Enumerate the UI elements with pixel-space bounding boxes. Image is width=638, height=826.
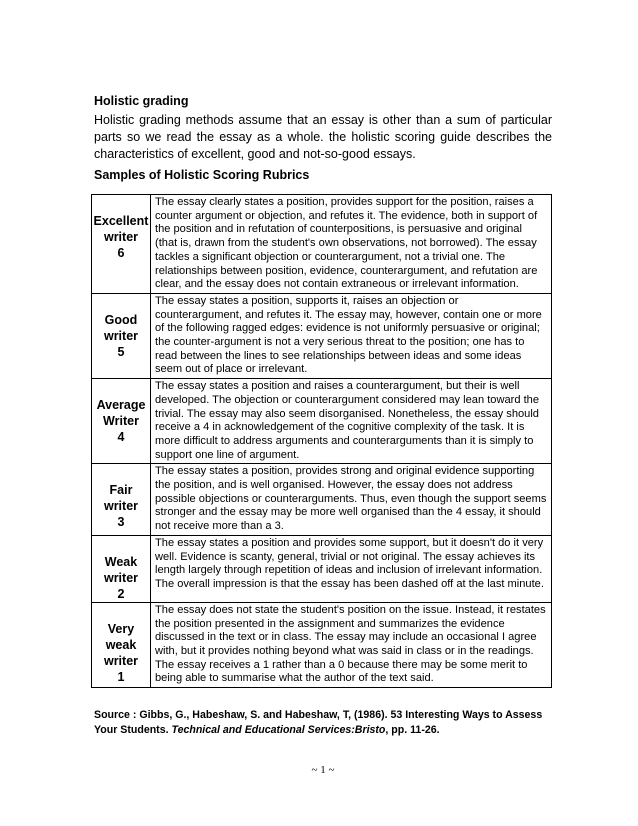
rubric-grade-line: writer xyxy=(103,570,139,585)
rubric-row xyxy=(92,535,552,602)
rubric-grade-line: Very xyxy=(107,621,135,636)
rubric-description: The essay states a position and raises a counterargument, but their is well developed. The objection or counterargument considered may lean toward the trivial. The essay may also seem disorganised. Nonetheless, the essay should receive a 4 in acknowledgement of the cognitive complexity of the task. It is more difficult to address arguments and counterarguments than it is simply to support one line of argument. xyxy=(151,379,552,464)
rubric-grade-line: 4 xyxy=(117,430,125,445)
rubric-table xyxy=(91,194,552,688)
rubric-grade-line: 6 xyxy=(117,246,125,260)
rubric-grade xyxy=(92,602,151,687)
rubric-row xyxy=(92,464,552,536)
rubric-row xyxy=(92,379,552,464)
page-number: ~ 1 ~ xyxy=(311,764,335,776)
rubric-grade xyxy=(92,195,151,294)
rubric-grade-line: writer xyxy=(103,499,139,514)
rubric-grade xyxy=(92,293,151,378)
rubric-grade-line: Writer xyxy=(103,414,139,429)
rubric-row xyxy=(92,195,552,294)
source-citation xyxy=(94,708,552,738)
rubric-grade-line: 2 xyxy=(117,586,125,601)
rubric-description: The essay clearly states a position, provides support for the position, raises a counter argument or objection, and refutes it. The evidence, both in support of the position and in refutation of counterpositions, is persuasive and original (that is, drawn from the student's own observations, not borrowed). The essay tackles a significant objection or counterargument, not a trivial one. The relationships between position, evidence, counterargument, and refutation are clear, and the essay does not contain extraneous or irrelevant information. xyxy=(151,195,552,294)
source-prefix: Source : Gibbs, G., Habeshaw, S. and Habeshaw, T, (1986). 53 Interesting Ways to Assess Your Students. xyxy=(94,709,543,736)
rubric-grade-line: writer xyxy=(103,328,139,343)
rubric-grade xyxy=(92,379,151,464)
rubric-grade-line: Fair xyxy=(109,483,133,498)
rubric-description: The essay does not state the student's position on the issue. Instead, it restates the position presented in the assignment and summarizes the evidence discussed in the text or in class. The essay may include an occasional I agree with, but it provides nothing beyond what was said in class or in the readings. The essay receives a 1 rather than a 0 because there may be some merit to being able to summarise what the author of the text said. xyxy=(151,602,552,687)
rubrics-subheading: Samples of Holistic Scoring Rubrics xyxy=(94,168,310,182)
rubric-grade-line: writer xyxy=(103,230,139,244)
source-suffix: , pp. 11-26. xyxy=(385,724,440,736)
rubric-grade-line: weak xyxy=(105,637,137,652)
rubric-grade-line: Excellent xyxy=(93,214,149,228)
source-publisher: Technical and Educational Services:Bristo xyxy=(171,724,386,736)
rubric-grade-line: Weak xyxy=(104,554,138,569)
rubric-grade-line: Average xyxy=(96,398,146,413)
rubric-description: The essay states a position and provides some support, but it doesn't do it very well. Evidence is scanty, general, trivial or not original. The essay achieves its length largely through repetition of ideas and inclusion of irrelevant information. The overall impression is that the essay has been dashed off at the last minute. xyxy=(151,535,552,602)
rubric-description: The essay states a position, supports it, raises an objection or counterargument, and refutes it. The essay may, however, contain one or more of the following ragged edges: evidence is not uniformly persuasive or original; the counter-argument is not a very serious threat to the position; one has to read between the lines to see relationships between ideas and some ideas seem out of place or irrelevant. xyxy=(151,293,552,378)
rubric-grade-line: 5 xyxy=(117,344,125,359)
rubric-grade-line: writer xyxy=(103,653,139,668)
rubric-row xyxy=(92,293,552,378)
intro-paragraph: Holistic grading methods assume that an essay is other than a sum of particular parts so we read the essay as a whole. the holistic scoring guide describes the characteristics of excellent, good and not-so-good essays. xyxy=(94,113,552,161)
rubric-grade xyxy=(92,535,151,602)
rubric-grade-line: Good xyxy=(104,312,138,327)
rubric-grade-line: 1 xyxy=(117,669,125,684)
rubric-description: The essay states a position, provides strong and original evidence supporting the position, and is well organised. However, the essay does not address possible objections or counterarguments. Thus, even though the support seems stronger and the essay may be more well organised than the 4 essay, it should not receive more than a 3. xyxy=(151,464,552,536)
rubric-row xyxy=(92,602,552,687)
rubric-grade-line: 3 xyxy=(117,515,125,530)
section-heading: Holistic grading xyxy=(94,94,189,108)
rubric-grade xyxy=(92,464,151,536)
